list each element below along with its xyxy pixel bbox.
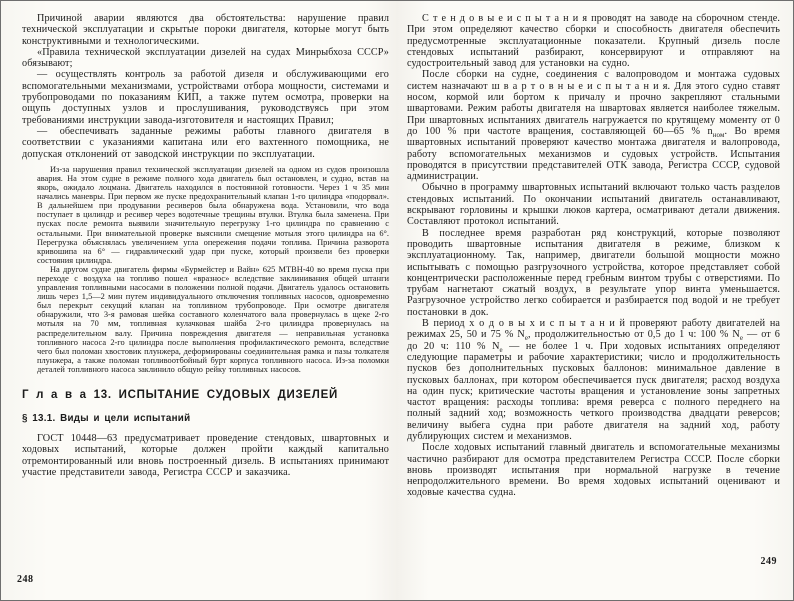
section-heading: § 13.1. Виды и цели испытаний — [22, 413, 191, 425]
small-print-block — [37, 165, 389, 374]
page-number: 249 — [760, 556, 777, 567]
paragraph: В период х о д о в ы х и с п ы т а н и й проверяют работу двигателей на режимах 25, 50 и 75 % $N_е$, продолжительностью от 0,5 до 1 ч: 100 % $N_е$ — от 6 до 20 ч: 110 % $N_е$ — не более 1 ч. При ходовых испытаниях определяют следующие параметры и рабочие характеристики; число и продолжительность пусков без дополнительных пусковых баллонов: минимальное давление в пусковых баллонах, при котором обеспечивается пуск двигателя; расход воздуха на один пуск; критические частоты вращения и установление зоны запретных частот вращения: расходы топлива: время реверса с полного переднего на полный задний ход; возможность четкого производства двадцати реверсов; величину выбега судна при работе двигателя на задний ход, работу дублирующих систем и механизмов. — [407, 318, 780, 442]
petit-paragraph: Из-за нарушения правил технической эксплуатации дизелей на одном из судов произошла авария. На этом судне в режиме полного хода двигатель был остановлен, и судно, встав на якорь, ожидало лоцмана. Двигатель находился в постоянной готовности. Через 1 ч 35 мин начались маневры. При первом же пуске предохранительный клапан 1-го цилиндра «подорвал». В дальнейшем при продувании ресиверов была обнаружена вода. Установили, что вода поступает в цилиндр и ресивер через водотечные трещины втулки. Втулка была заменена. При пусках после ремонта выявили значительную перегрузку 1-го цилиндра по сравнению с остальными. При внимательной проверке выяснили смещение мотыля этого цилиндра на 6°. Перегрузка объяснялась увеличением угла опережения подачи топлива. Причина разворота кривошипа на 6° — гидравлический удар при пуске, который произвели без проверки состояния цилиндра. — [37, 164, 389, 265]
paragraph: В последнее время разработан ряд конструкций, которые позволяют проводить швартовные испытания двигателя в режиме, близком к эксплуатационному. Так, например, двигатели большой мощности можно испытывать с помощью разгрузочного устройства, которое представляет собой концентрически расположенные перед гребным винтом трубы с отверстиями. По трубам нагнетают сжатый воздух, в результате упор винта уменьшается. Разгрузочное устройство легко собирается и разбирается под водой и не требует постановки в док. — [407, 227, 780, 318]
paragraph: ГОСТ 10448—63 предусматривает проведение стендовых, швартовных и ходовых испытаний, которые должен пройти каждый капитально отремонтированный или вновь построенный дизель. В испытаниях принимают участие представители завода, Регистра СССР и заказчика. — [22, 433, 389, 478]
paragraph: Обычно в программу швартовных испытаний включают только часть разделов стендовых испытаний. По окончании испытаний двигатель останавливают, вскрывают горловины и крышки люков картера, осматривают детали движения. Составляют протокол испытаний. — [407, 182, 780, 228]
paragraph: — обеспечивать заданные режимы работы главного двигателя в соответствии с указаниями капитана или его вахтенного помощника, не допуская отклонений от заводской инструкции по эксплуатации. — [22, 125, 389, 160]
petit-paragraph: На другом судне двигатель фирмы «Бурмейстер и Вайн» 625 МТВН-40 во время пуска при переходе с воздуха на топливо пошел «вразнос» вследствие заклинивания общей штанги управления топливными насосами в положении полной подачи. Двигатель удалось остановить лишь через 1,5—2 мин путем индивидуального отключения топливных насосов, одновременно был перекрыт секущий клапан на топливном трубопроводе. При осмотре двигателя обнаружили, что 3-я рамовая шейка составного коленчатого вала провернулась в щеке 2-го мотыля на 70 мм, топливная кулачковая шайба 2-го цилиндра провернулась на распределительном валу. Причина повреждения двигателя — неправильная установка топливного насоса 2-го цилиндра после выполнения профилактического ремонта, вследствие чего был поломан хвостовик плунжера, деформированы соединительная рамка и пазы толкателя плунжера, а также поломан топливоотбойный бурт корпуса топливного насоса. Из-за поломки деталей топливного насоса заклинило общую рейку топливных насосов. — [37, 264, 389, 374]
chapter-heading: Г л а в а 13. ИСПЫТАНИЕ СУДОВЫХ ДИЗЕЛЕЙ — [22, 389, 338, 402]
paragraph: — осуществлять контроль за работой дизеля и обслуживающими его вспомогательными механизмами, устройствами отбора мощности, системами и трубопроводами по показаниям КИП, а также путем осмотра, проверки на ощупь доступных узлов и прослушивания, руководствуясь при этом требованиями инструкции завода-изготовителя и настоящих Правил; — [22, 69, 389, 126]
paragraph: После ходовых испытаний главный двигатель и вспомогательные механизмы частично разбирают для осмотра представителем Регистра СССР. После сборки вновь производят испытания при нормальной нагрузке в течение непродолжительного времени. Во время ходовых испытаний оценивают и ходовые качества судна. — [407, 442, 780, 499]
paragraph: С т е н д о в ы е и с п ы т а н и я проводят на заводе на сборочном стенде. При этом определяют качество сборки и способность двигателя обеспечить предусмотренные эксплуатационные показатели. Крупный дизель после стендовых испытаний разбирают, консервируют и отправляют на судостроительный завод для установки на судно. — [407, 13, 780, 70]
page-right — [397, 1, 793, 600]
paragraph: Причиной аварии являются два обстоятельства: нарушение правил технической эксплуатации и скрытые пороки двигателя, которые могут быть конструктивными и технологическими. — [22, 13, 389, 47]
paragraph: «Правила технической эксплуатации дизелей на судах Минрыбхоза СССР» обязывают; — [22, 46, 389, 70]
page-number: 248 — [17, 574, 34, 585]
paragraph: После сборки на судне, соединения с валопроводом и монтажа судовых систем назначают ш в а р т о в н ы е и с п ы т а н и я. Для этого судно ставят носом, кормой или бортом к причалу и прочно закрепляют стальными швартовами. Режим работы двигателя на швартовах является наиболее тяжелым. При швартовных испытаниях двигатель нагружается по крутящему моменту от 0 до 100 % при частоте вращения, составляющей 60—65 % $n_{ном}$. Во время швартовных испытаний проверяют качество монтажа двигателя и валопровода, работу вспомогательных механизмов и судовых устройств. Испытания проводятся в присутствии представителей ОТК завода, Регистра СССР, судовой администрации. — [407, 69, 780, 183]
page-left — [1, 1, 397, 600]
